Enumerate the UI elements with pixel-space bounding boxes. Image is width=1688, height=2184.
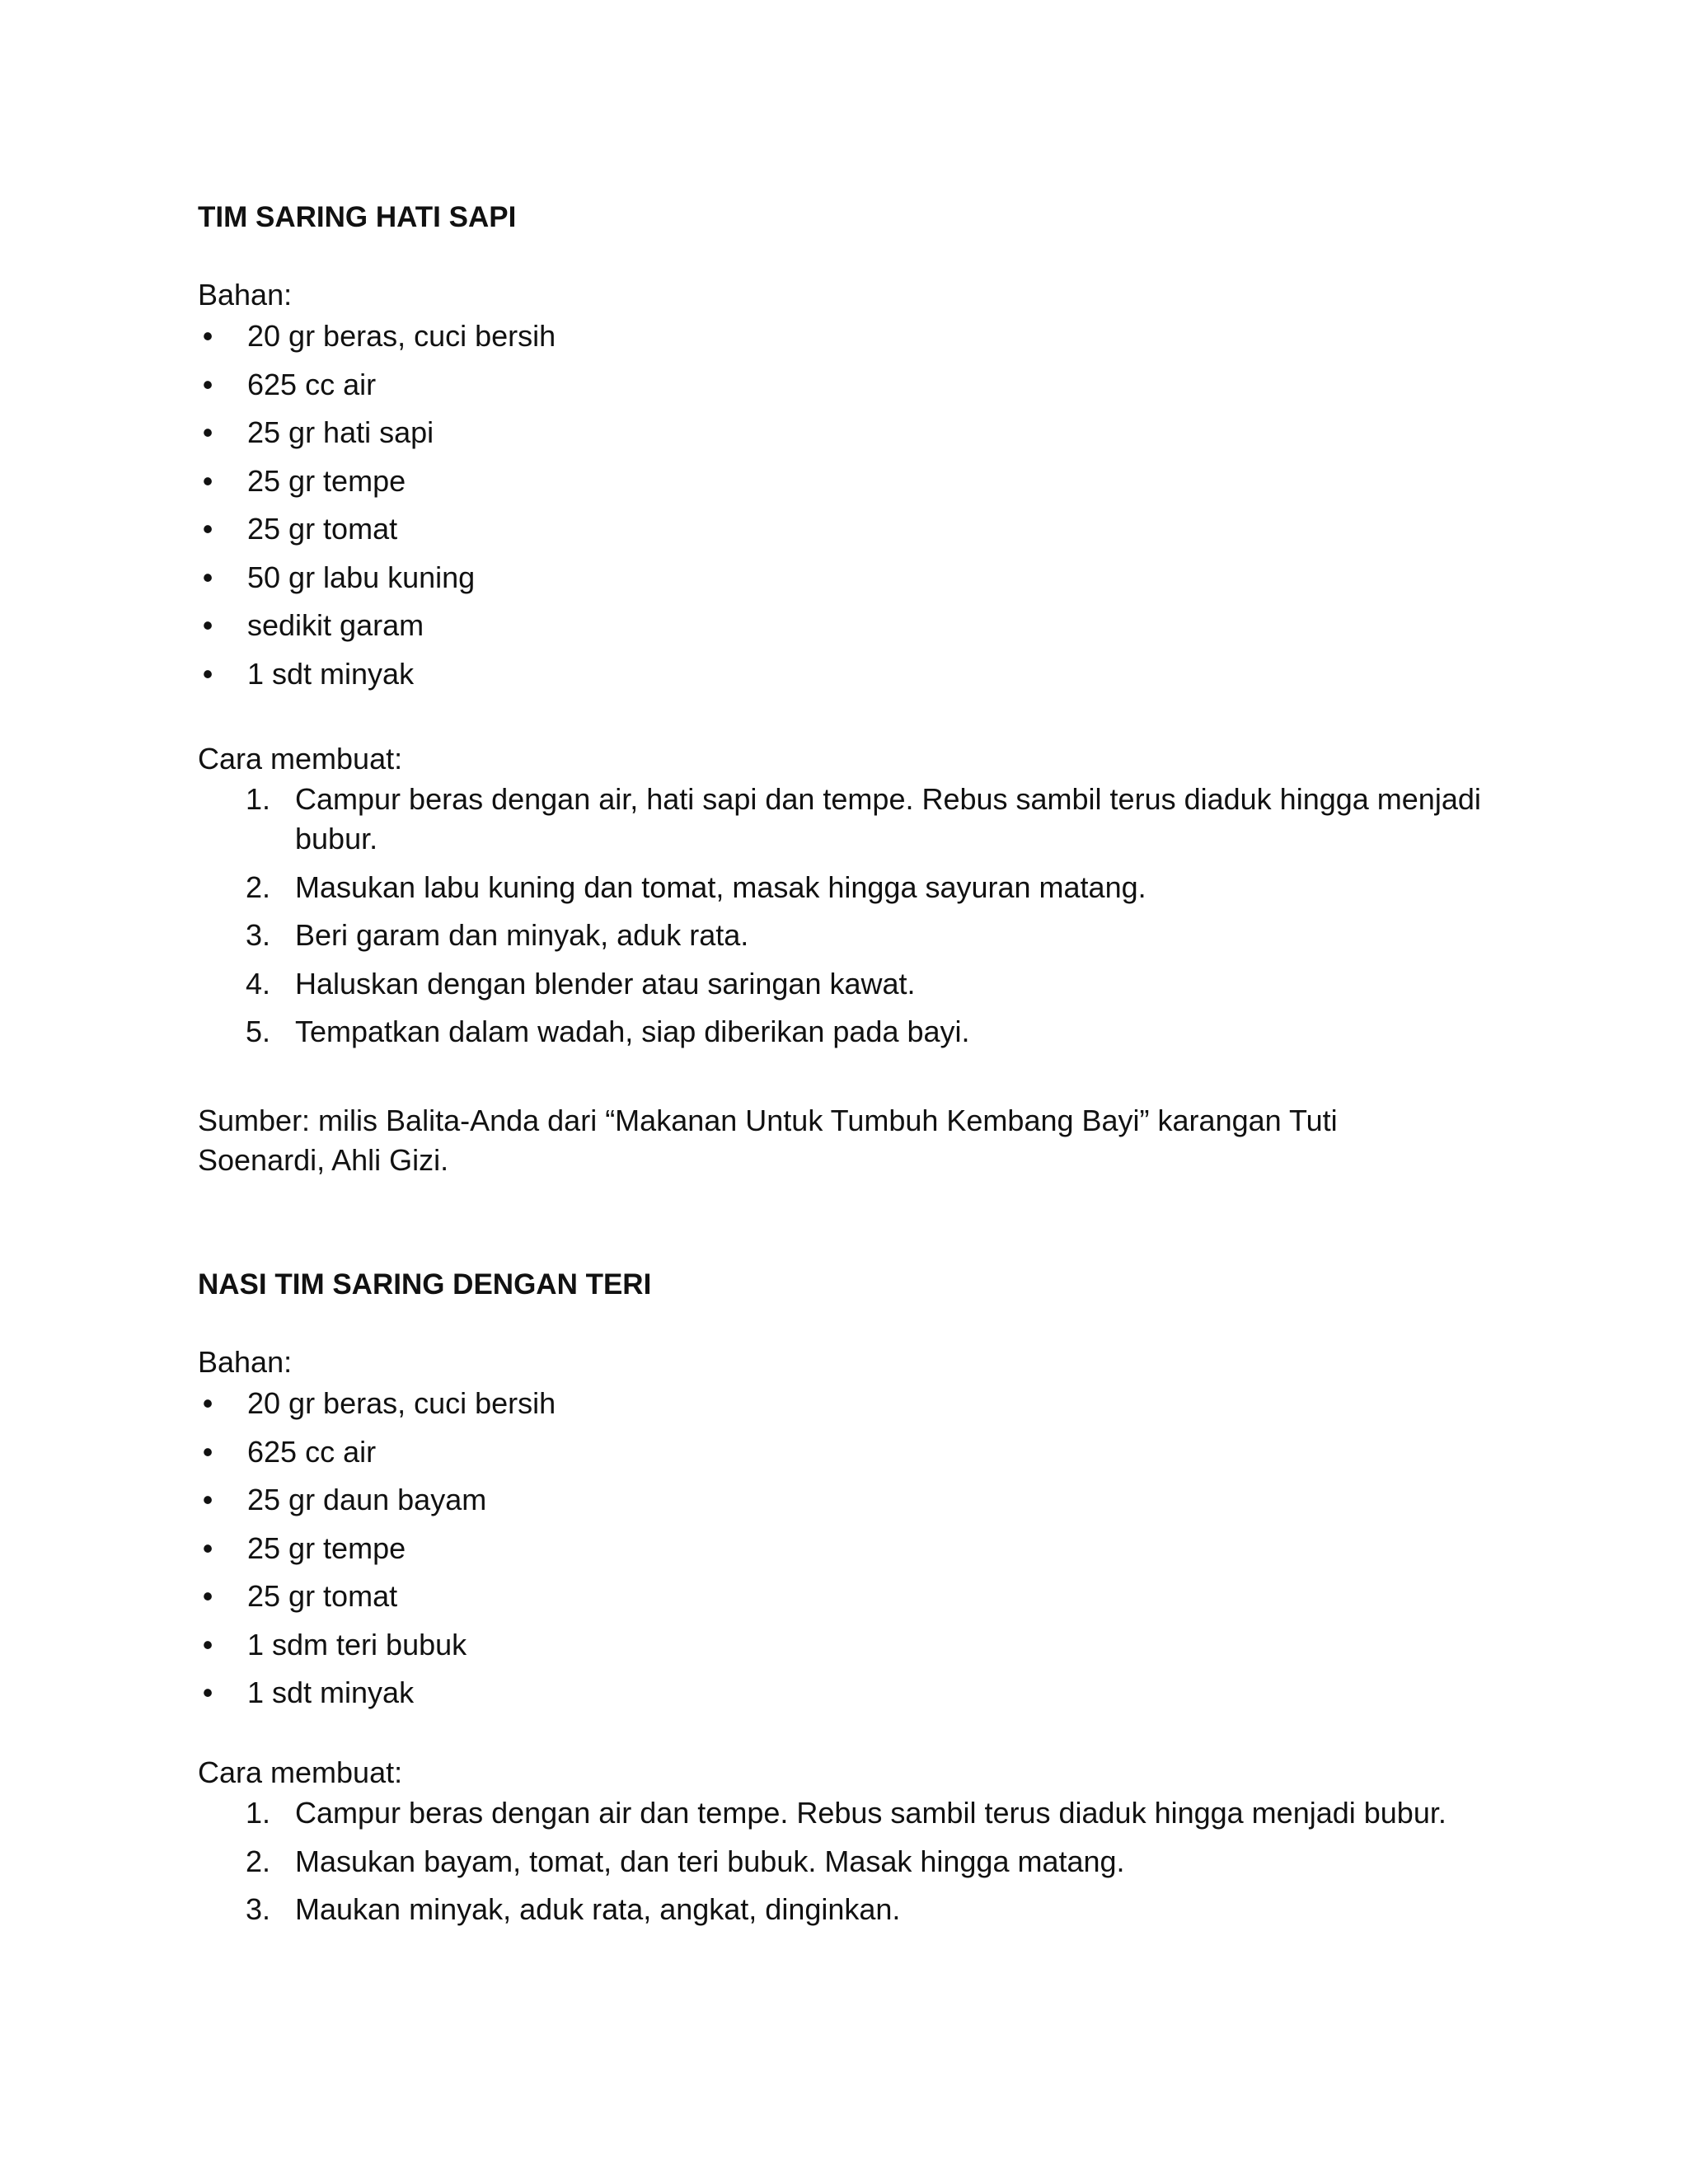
recipe-title: TIM SARING HATI SAPI — [198, 201, 517, 233]
steps-list — [198, 780, 1484, 1061]
list-item — [198, 1624, 1517, 1673]
list-item — [198, 916, 1484, 955]
step-text: Tempatkan dalam wadah, siap diberikan pada bayi. — [295, 1015, 970, 1048]
bullet-icon: • — [202, 1434, 213, 1469]
bullet-icon: • — [202, 608, 213, 642]
ingredient-text: 1 sdt minyak — [247, 1675, 415, 1709]
list-item — [198, 868, 1484, 907]
list-item — [198, 316, 1517, 364]
bullet-icon: • — [202, 1483, 213, 1516]
recipe-title: NASI TIM SARING DENGAN TERI — [198, 1268, 652, 1301]
ingredients-label: Bahan: — [198, 1345, 293, 1379]
list-item — [198, 1383, 1517, 1432]
bullet-icon: • — [202, 1675, 213, 1709]
step-number: 2. — [246, 869, 271, 904]
bullet-icon: • — [202, 1627, 213, 1661]
list-item — [198, 1012, 1484, 1052]
list-item — [198, 1890, 1533, 1929]
steps-list — [198, 1793, 1533, 1938]
bullet-icon: • — [202, 1530, 213, 1565]
list-item — [198, 780, 1484, 859]
ingredient-text: 20 gr beras, cuci bersih — [247, 319, 556, 353]
list-item — [198, 412, 1517, 461]
list-item — [198, 1793, 1533, 1833]
ingredient-text: 25 gr hati sapi — [247, 415, 434, 449]
bullet-icon: • — [202, 1386, 213, 1420]
ingredient-text: 25 gr tomat — [247, 512, 398, 546]
step-number: 3. — [246, 1892, 271, 1926]
list-item — [198, 1842, 1533, 1882]
ingredients-list — [198, 1383, 1517, 1721]
steps-label: Cara membuat: — [198, 1755, 403, 1789]
ingredient-text: sedikit garam — [247, 608, 424, 642]
bullet-icon: • — [202, 560, 213, 594]
list-item — [198, 654, 1517, 702]
bullet-icon: • — [202, 1579, 213, 1613]
ingredient-text: 20 gr beras, cuci bersih — [247, 1386, 556, 1420]
step-number: 2. — [246, 1844, 271, 1878]
step-number: 5. — [246, 1015, 271, 1048]
step-number: 1. — [246, 782, 271, 816]
bullet-icon: • — [202, 415, 213, 449]
ingredients-list — [198, 316, 1517, 701]
bullet-icon: • — [202, 319, 213, 353]
step-number: 1. — [246, 1796, 271, 1830]
list-item — [198, 1528, 1517, 1577]
ingredient-text: 50 gr labu kuning — [247, 560, 476, 594]
source-citation: Sumber: milis Balita-Anda dari “Makanan Untuk Tumbuh Kembang Bayi” karangan Tuti Soenardi, Ahli Gizi. — [198, 1104, 1338, 1177]
ingredient-text: 1 sdt minyak — [247, 656, 415, 691]
list-item — [198, 964, 1484, 1004]
step-text: Masukan bayam, tomat, dan teri bubuk. Masak hingga matang. — [295, 1844, 1125, 1878]
step-text: Masukan labu kuning dan tomat, masak hingga sayuran matang. — [295, 869, 1146, 904]
ingredients-label: Bahan: — [198, 278, 293, 312]
list-item — [198, 1576, 1517, 1624]
list-item — [198, 1432, 1517, 1480]
step-text: Haluskan dengan blender atau saringan kawat. — [295, 966, 916, 1001]
list-item — [198, 364, 1517, 413]
ingredient-text: 25 gr tomat — [247, 1579, 398, 1613]
list-item — [198, 1479, 1517, 1528]
ingredient-text: 25 gr daun bayam — [247, 1483, 487, 1516]
step-text: Campur beras dengan air, hati sapi dan tempe. Rebus sambil terus diaduk hingga menjadi bubur. — [295, 782, 1481, 855]
step-number: 4. — [246, 966, 271, 1001]
list-item — [198, 509, 1517, 557]
list-item — [198, 605, 1517, 654]
bullet-icon: • — [202, 656, 213, 691]
list-item — [198, 461, 1517, 509]
list-item — [198, 1672, 1517, 1721]
bullet-icon: • — [202, 463, 213, 498]
ingredient-text: 1 sdm teri bubuk — [247, 1627, 467, 1661]
ingredient-text: 625 cc air — [247, 367, 377, 401]
ingredient-text: 625 cc air — [247, 1434, 377, 1469]
ingredient-text: 25 gr tempe — [247, 463, 406, 498]
ingredient-text: 25 gr tempe — [247, 1530, 406, 1565]
list-item — [198, 557, 1517, 606]
step-text: Campur beras dengan air dan tempe. Rebus sambil terus diaduk hingga menjadi bubur. — [295, 1796, 1447, 1830]
bullet-icon: • — [202, 512, 213, 546]
bullet-icon: • — [202, 367, 213, 401]
step-text: Maukan minyak, aduk rata, angkat, dinginkan. — [295, 1892, 901, 1926]
step-number: 3. — [246, 918, 271, 952]
steps-label: Cara membuat: — [198, 742, 403, 776]
step-text: Beri garam dan minyak, aduk rata. — [295, 918, 749, 952]
